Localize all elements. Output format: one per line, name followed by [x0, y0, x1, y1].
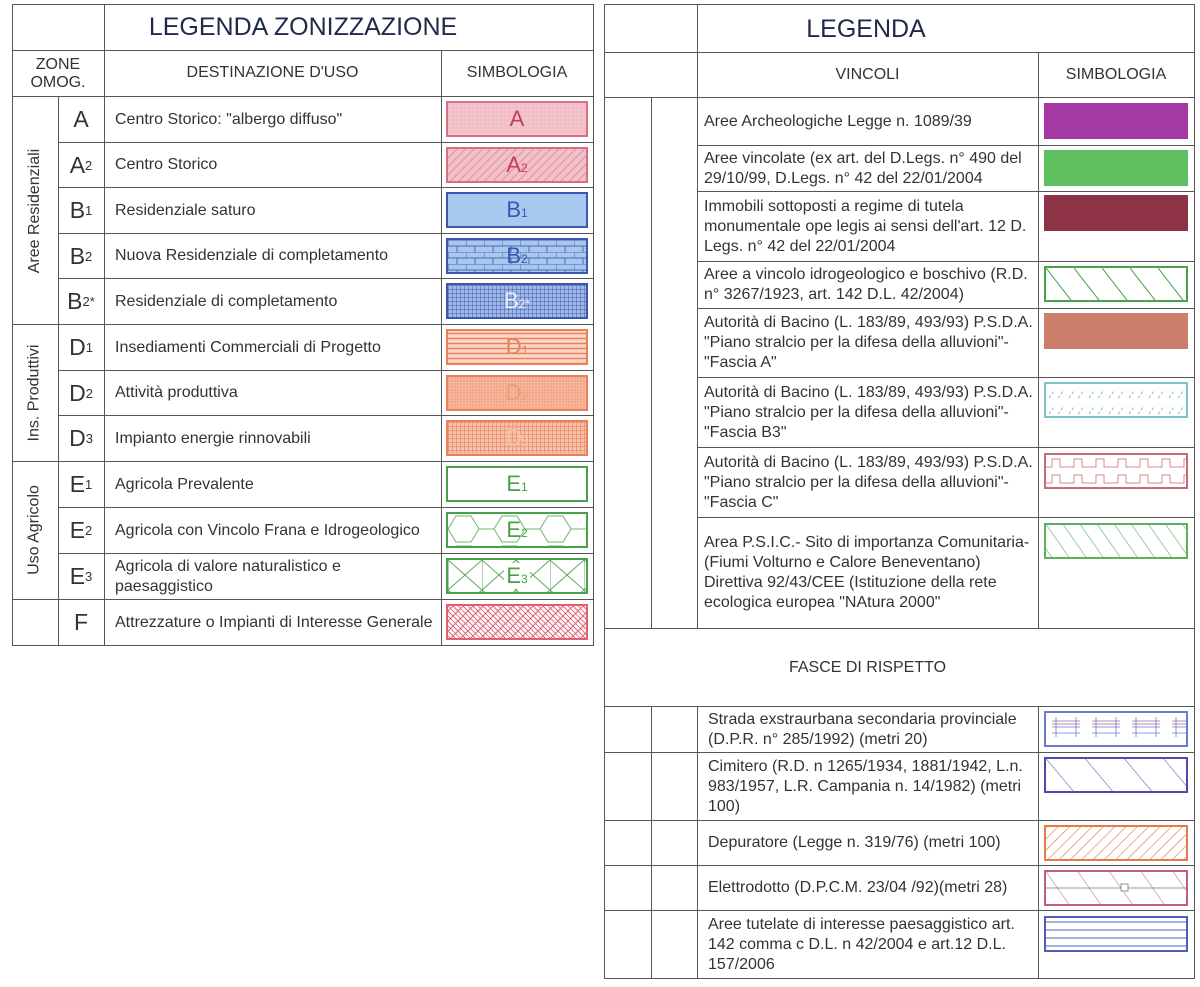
- setback-description: Aree tutelate di interesse paesaggistico art. 142 comma c D.L. n 42/2004 e art.12 D.L. 157/2006: [708, 915, 1015, 973]
- zone-description: Residenziale di completamento: [115, 292, 338, 310]
- constraint-description: Aree Archeologiche Legge n. 1089/39: [704, 112, 972, 130]
- header-symbol: SIMBOLOGIA: [466, 64, 568, 81]
- zone-symbol-b1: B1: [446, 192, 588, 228]
- symbol-fascia-a: [1044, 313, 1188, 349]
- setbacks-title: FASCE DI RISPETTO: [788, 658, 947, 676]
- border-line: [651, 706, 652, 979]
- constraint-description: Autorità di Bacino (L. 183/89, 493/93) P.S.D.A. "Piano stralcio per la difesa della alluvioni"- "Fascia B3": [704, 383, 1033, 441]
- zone-description: Agricola di valore naturalistico e paesaggistico: [115, 557, 341, 595]
- constraint-description: Immobili sottoposti a regime di tutela monumentale ope legis ai sensi dell'art. 12 D. Legs. n° 42 del 22/01/2004: [704, 197, 1027, 255]
- group-residential: Aree Residenziali: [26, 148, 43, 274]
- zone-symbol-e3: E3: [446, 558, 588, 594]
- border-line: [697, 706, 698, 979]
- zone-description: Nuova Residenziale di completamento: [115, 247, 389, 264]
- zone-code: B 2: [69, 242, 93, 269]
- setback-description: Depuratore (Legge n. 319/76) (metri 100): [708, 834, 1001, 851]
- zone-description: Residenziale saturo: [115, 201, 256, 219]
- setback-description: Cimitero (R.D. n 1265/1934, 1881/1942, L.n. 983/1957, L.R. Campania n. 14/1982) (metri 100): [708, 757, 1023, 815]
- zone-description: Insediamenti Commerciali di Progetto: [115, 338, 381, 356]
- zone-symbol-d2: D2: [446, 375, 588, 411]
- zone-code: E 1: [69, 471, 93, 497]
- setback-description: Strada exstraurbana secondaria provinciale (D.P.R. n° 285/1992) (metri 20): [708, 710, 1017, 748]
- group-productive: Ins. Produttivi: [25, 344, 43, 442]
- zone-code: D 1: [69, 334, 93, 360]
- header-symbol: SIMBOLOGIA: [1065, 65, 1167, 83]
- symbol-monumental: [1044, 195, 1188, 231]
- symbol-fascia-b3: [1044, 382, 1188, 418]
- symbol-hydrogeological: [1044, 266, 1188, 302]
- zone-description: Attrezzature o Impianti di Interesse Generale: [115, 613, 433, 631]
- header-zone: ZONE OMOG.: [30, 56, 86, 91]
- zone-symbol-a2: A2: [446, 147, 588, 183]
- border-line: [604, 978, 1195, 979]
- zone-symbol-d3: D3: [446, 420, 588, 456]
- zone-description: Attività produttiva: [115, 384, 238, 401]
- symbol-psic: [1044, 523, 1188, 559]
- constraint-description: Autorità di Bacino (L. 183/89, 493/93) P.S.D.A. "Piano stralcio per la difesa della alluvioni"- "Fascia C": [704, 453, 1033, 511]
- zone-description: Centro Storico: "albergo diffuso": [115, 110, 343, 128]
- zone-description: Agricola Prevalente: [115, 475, 254, 493]
- zone-code: B 1: [69, 197, 93, 223]
- symbol-cemetery: [1044, 757, 1188, 793]
- border-line: [651, 98, 652, 628]
- zone-symbol-e1: E1: [446, 466, 588, 502]
- zone-symbol-e2: E2: [446, 512, 588, 548]
- symbol-archaeological: [1044, 103, 1188, 139]
- symbol-purifier: [1044, 825, 1188, 861]
- constraint-description: Autorità di Bacino (L. 183/89, 493/93) P.S.D.A. "Piano stralcio per la difesa della alluvioni"- "Fascia A": [704, 314, 1033, 371]
- border-line: [441, 50, 442, 645]
- symbol-landscape: [1044, 916, 1188, 952]
- zone-symbol-d1: D1: [446, 329, 588, 365]
- symbol-protected-areas: [1044, 150, 1188, 186]
- header-constraints: VINCOLI: [835, 65, 900, 83]
- zone-symbol-a: A: [446, 101, 588, 137]
- border-line: [604, 4, 605, 979]
- symbol-road: [1044, 711, 1188, 747]
- zoning-legend-title: LEGENDA ZONIZZAZIONE: [148, 12, 458, 41]
- zone-code: D 3: [69, 425, 93, 451]
- border-line: [697, 98, 698, 628]
- setback-description: Elettrodotto (D.P.C.M. 23/04 /92)(metri 28): [708, 879, 1008, 896]
- constraint-description: Aree a vincolo idrogeologico e boschivo (R.D. n° 3267/1923, art. 142 D.L. 42/2004): [704, 266, 1028, 303]
- constraint-description: Area P.S.I.C.- Sito di importanza Comunitaria- (Fiumi Volturno e Calore Beneventano) Direttiva 92/43/CEE (Istituzione della rete ecologica europea "NAtura 2000": [704, 534, 1030, 611]
- border-line: [12, 645, 594, 646]
- zone-code: E 3: [69, 563, 93, 589]
- constraint-description: Aree vincolate (ex art. del D.Legs. n° 490 del 29/10/99, D.Legs. n° 42 del 22/01/2004: [704, 149, 1022, 187]
- group-agricultural: Uso Agricolo: [25, 485, 43, 575]
- constraints-legend-title: LEGENDA: [806, 14, 926, 43]
- zone-symbol-b2-star: B2*: [446, 283, 588, 319]
- border-line: [1038, 706, 1039, 979]
- zone-code: A 2: [69, 151, 93, 178]
- border-line: [1038, 52, 1039, 628]
- zone-code: D 2: [69, 379, 93, 406]
- header-destination: DESTINAZIONE D'USO: [186, 64, 359, 81]
- zone-description: Impianto energie rinnovabili: [115, 429, 311, 447]
- zone-code: F: [73, 609, 89, 635]
- border-line: [1194, 4, 1195, 979]
- zone-symbol-b2: B2: [446, 238, 588, 274]
- zone-code: E 2: [69, 517, 93, 543]
- zone-description: Agricola con Vincolo Frana e Idrogeologico: [115, 521, 420, 539]
- zone-code: A: [73, 106, 89, 132]
- zone-code: B 2*: [67, 288, 95, 314]
- symbol-fascia-c: [1044, 453, 1188, 489]
- zone-description: Centro Storico: [115, 156, 218, 173]
- zone-symbol-f: [446, 604, 588, 640]
- symbol-power-line: [1044, 870, 1188, 906]
- border-line: [604, 4, 1195, 5]
